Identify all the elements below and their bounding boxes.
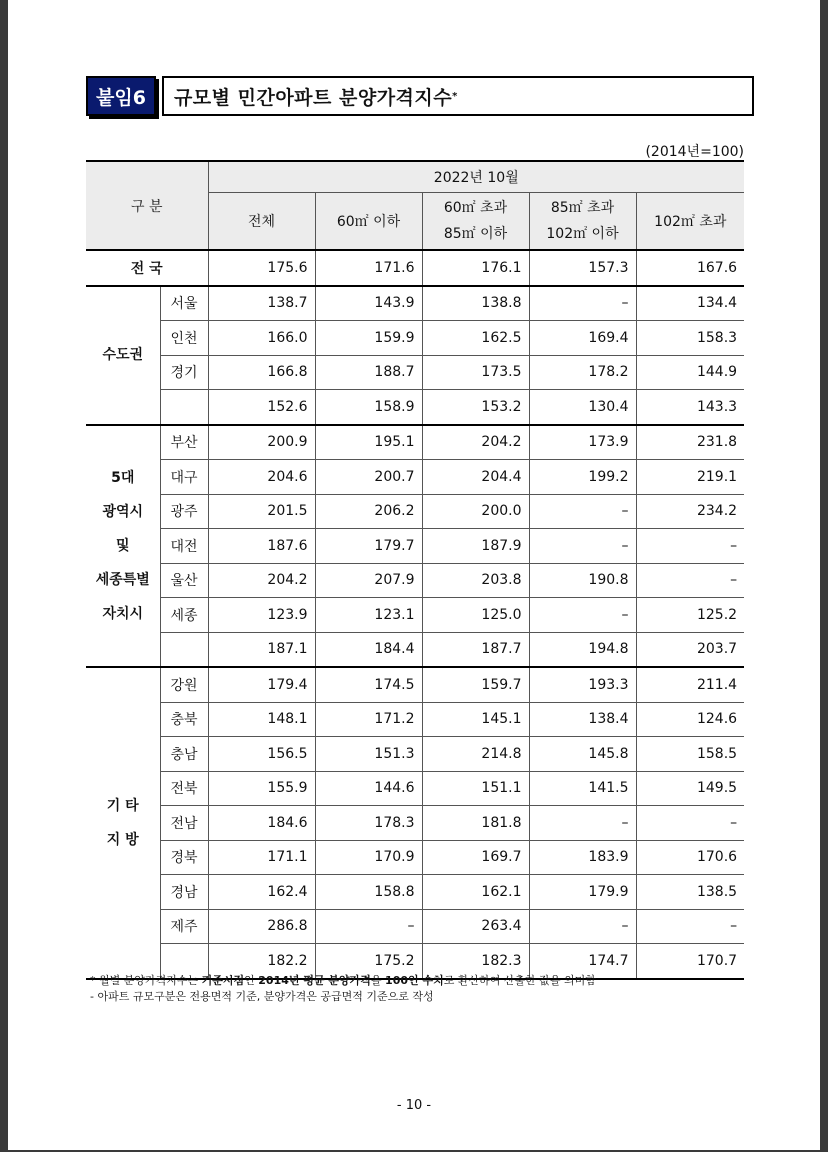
header-60-under: 60㎡ 이하 (315, 193, 422, 251)
table-row (86, 667, 744, 702)
cell: – (636, 806, 744, 841)
document-page (8, 0, 820, 1150)
cell: 148.1 (208, 702, 315, 737)
page-number: - 10 - (396, 1098, 432, 1113)
cell: 204.2 (208, 563, 315, 598)
city-label: 대구 (160, 460, 208, 495)
cell: 176.1 (422, 250, 529, 286)
table-row (86, 286, 744, 321)
cell: 174.5 (315, 667, 422, 702)
cell: – (636, 909, 744, 944)
cell: 134.4 (636, 286, 744, 321)
summary-blank (160, 632, 208, 667)
cell: 200.9 (208, 425, 315, 460)
summary-blank (160, 390, 208, 425)
cell: 203.8 (422, 563, 529, 598)
cell: – (529, 909, 636, 944)
cell: 171.2 (315, 702, 422, 737)
city-label: 전북 (160, 771, 208, 806)
cell: 169.7 (422, 840, 529, 875)
city-label: 울산 (160, 563, 208, 598)
cell: 184.4 (315, 632, 422, 667)
cell: 211.4 (636, 667, 744, 702)
cell: – (529, 806, 636, 841)
cell: 201.5 (208, 494, 315, 529)
cell: 162.1 (422, 875, 529, 910)
cell: 178.3 (315, 806, 422, 841)
table-row (86, 909, 744, 944)
cell: 159.7 (422, 667, 529, 702)
table-row (86, 598, 744, 633)
cell: 151.1 (422, 771, 529, 806)
city-label: 경북 (160, 840, 208, 875)
cell: 219.1 (636, 460, 744, 495)
header-102-over: 102㎡ 초과 (636, 193, 744, 251)
cell: 123.1 (315, 598, 422, 633)
city-label: 전남 (160, 806, 208, 841)
cell: 175.2 (315, 944, 422, 979)
cell: – (529, 494, 636, 529)
cell: 171.6 (315, 250, 422, 286)
cell: 162.5 (422, 321, 529, 356)
cell: 124.6 (636, 702, 744, 737)
cell: 183.9 (529, 840, 636, 875)
header-60-85: 60㎡ 초과 85㎡ 이하 (422, 193, 529, 251)
cell: 187.1 (208, 632, 315, 667)
cell: 174.7 (529, 944, 636, 979)
cell: 138.5 (636, 875, 744, 910)
region-label: 기 타 지 방 (86, 667, 160, 979)
region-national: 전 국 (86, 250, 208, 286)
cell: 234.2 (636, 494, 744, 529)
table-row-national (86, 250, 744, 286)
table-row (86, 806, 744, 841)
cell: 155.9 (208, 771, 315, 806)
footnotes (90, 973, 596, 1005)
cell: 200.0 (422, 494, 529, 529)
table-row (86, 460, 744, 495)
cell: 162.4 (208, 875, 315, 910)
cell: 182.2 (208, 944, 315, 979)
city-label: 부산 (160, 425, 208, 460)
cell: 123.9 (208, 598, 315, 633)
cell: 286.8 (208, 909, 315, 944)
city-label: 충북 (160, 702, 208, 737)
cell: 156.5 (208, 737, 315, 772)
cell: 200.7 (315, 460, 422, 495)
cell: 204.4 (422, 460, 529, 495)
city-label: 인천 (160, 321, 208, 356)
cell: 149.5 (636, 771, 744, 806)
city-label: 세종 (160, 598, 208, 633)
city-label: 강원 (160, 667, 208, 702)
attachment-tag: 붙임6 (86, 76, 156, 116)
cell: 145.1 (422, 702, 529, 737)
cell: 144.6 (315, 771, 422, 806)
table-row (86, 771, 744, 806)
table-row (86, 737, 744, 772)
cell: 194.8 (529, 632, 636, 667)
cell: 166.8 (208, 355, 315, 390)
cell: 145.8 (529, 737, 636, 772)
cell: – (529, 598, 636, 633)
cell: 125.2 (636, 598, 744, 633)
cell: 125.0 (422, 598, 529, 633)
cell: 207.9 (315, 563, 422, 598)
table-row-summary (86, 390, 744, 425)
header-total: 전체 (208, 193, 315, 251)
cell: – (636, 563, 744, 598)
table-row (86, 425, 744, 460)
city-label: 광주 (160, 494, 208, 529)
cell: 170.9 (315, 840, 422, 875)
table-row (86, 563, 744, 598)
cell: 152.6 (208, 390, 315, 425)
cell: 153.2 (422, 390, 529, 425)
city-label: 제주 (160, 909, 208, 944)
cell: 175.6 (208, 250, 315, 286)
cell: – (636, 529, 744, 564)
header-period: 2022년 10월 (208, 161, 744, 193)
cell: 158.8 (315, 875, 422, 910)
cell: 143.3 (636, 390, 744, 425)
table-row (86, 529, 744, 564)
cell: 138.7 (208, 286, 315, 321)
cell: 187.6 (208, 529, 315, 564)
cell: 144.9 (636, 355, 744, 390)
cell: 206.2 (315, 494, 422, 529)
city-label: 대전 (160, 529, 208, 564)
cell: 151.3 (315, 737, 422, 772)
title-row (86, 76, 754, 116)
cell: 184.6 (208, 806, 315, 841)
header-category: 구 분 (86, 161, 208, 250)
cell: 190.8 (529, 563, 636, 598)
cell: 158.5 (636, 737, 744, 772)
footnote-1: * 월별 분양가격지수는 기준시점인 2014년 평균 분양가격을 100인 수치로 환산하여 산출한 값을 의미함 (90, 974, 596, 987)
cell: 170.6 (636, 840, 744, 875)
price-index-table (86, 160, 744, 980)
cell: 173.9 (529, 425, 636, 460)
cell: 169.4 (529, 321, 636, 356)
city-label: 서울 (160, 286, 208, 321)
table-row (86, 875, 744, 910)
cell: 159.9 (315, 321, 422, 356)
cell: 193.3 (529, 667, 636, 702)
cell: 157.3 (529, 250, 636, 286)
table-row (86, 494, 744, 529)
cell: 170.7 (636, 944, 744, 979)
cell: – (315, 909, 422, 944)
city-label: 경남 (160, 875, 208, 910)
cell: 138.8 (422, 286, 529, 321)
header-85-102: 85㎡ 초과 102㎡ 이하 (529, 193, 636, 251)
city-label: 경기 (160, 355, 208, 390)
cell: – (529, 286, 636, 321)
table-row (86, 321, 744, 356)
cell: 178.2 (529, 355, 636, 390)
title-mark: * (452, 90, 458, 102)
cell: 179.4 (208, 667, 315, 702)
cell: 179.9 (529, 875, 636, 910)
city-label: 충남 (160, 737, 208, 772)
cell: 204.2 (422, 425, 529, 460)
table-body (86, 250, 744, 979)
cell: 263.4 (422, 909, 529, 944)
cell: 188.7 (315, 355, 422, 390)
table-row-summary (86, 632, 744, 667)
cell: 173.5 (422, 355, 529, 390)
cell: 214.8 (422, 737, 529, 772)
cell: 199.2 (529, 460, 636, 495)
cell: 141.5 (529, 771, 636, 806)
region-label: 5대 광역시 및 세종특별 자치시 (86, 425, 160, 668)
cell: 138.4 (529, 702, 636, 737)
cell: 179.7 (315, 529, 422, 564)
cell: 187.9 (422, 529, 529, 564)
cell: 171.1 (208, 840, 315, 875)
cell: 187.7 (422, 632, 529, 667)
cell: 231.8 (636, 425, 744, 460)
region-label: 수도권 (86, 286, 160, 425)
table-row (86, 840, 744, 875)
cell: 182.3 (422, 944, 529, 979)
title-text: 규모별 민간아파트 분양가격지수 (173, 86, 453, 109)
table-row (86, 355, 744, 390)
unit-label: (2014년=100) (645, 144, 744, 160)
page-title (162, 76, 754, 116)
cell: 158.3 (636, 321, 744, 356)
cell: – (529, 529, 636, 564)
cell: 143.9 (315, 286, 422, 321)
cell: 181.8 (422, 806, 529, 841)
cell: 195.1 (315, 425, 422, 460)
cell: 166.0 (208, 321, 315, 356)
table-row (86, 702, 744, 737)
cell: 167.6 (636, 250, 744, 286)
cell: 204.6 (208, 460, 315, 495)
cell: 158.9 (315, 390, 422, 425)
cell: 130.4 (529, 390, 636, 425)
footnote-2: - 아파트 규모구분은 전용면적 기준, 분양가격은 공급면적 기준으로 작성 (90, 990, 434, 1003)
cell: 203.7 (636, 632, 744, 667)
